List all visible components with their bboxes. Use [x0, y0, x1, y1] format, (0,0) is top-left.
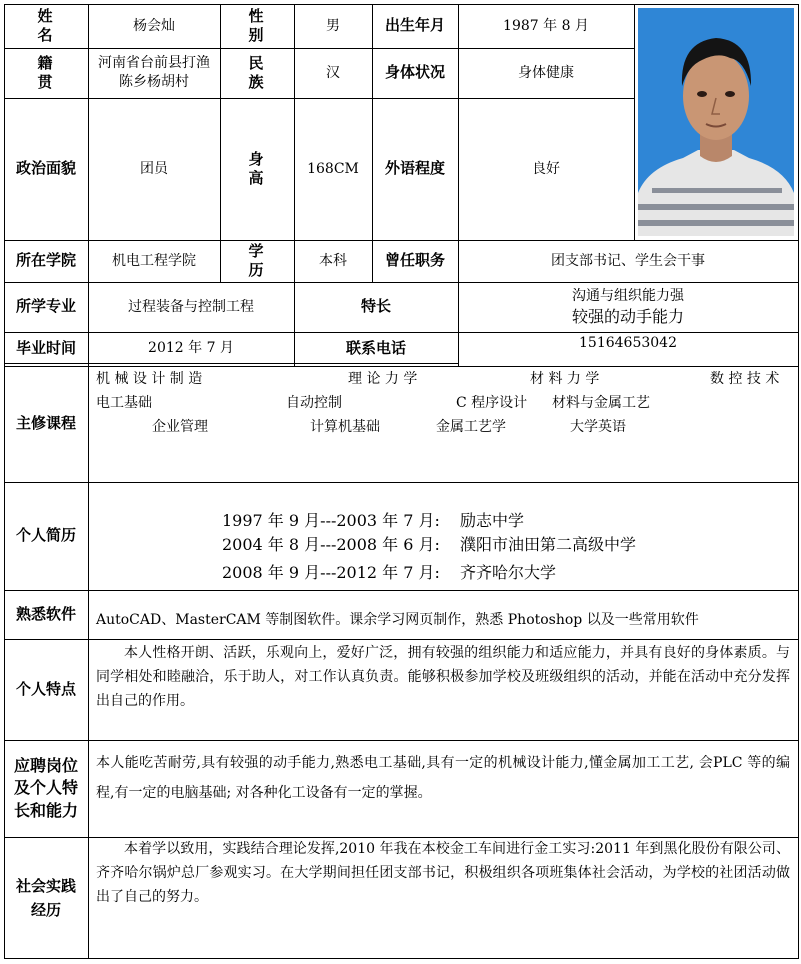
resume-period: 2008 年 9 月---2012 年 7 月:: [222, 563, 440, 582]
native-label: 籍 贯: [37, 53, 67, 91]
grad-time-label: 毕业时间: [15, 338, 76, 357]
ethnic-label: 民 族: [248, 53, 278, 91]
resume-period: 2004 年 8 月---2008 年 6 月:: [222, 535, 440, 554]
courses-label: 主修课程: [15, 414, 76, 433]
course-item: 企业管理: [152, 419, 208, 435]
health-value: 身体健康: [518, 64, 574, 81]
native-value: 河南省台前县打渔陈乡杨胡村: [98, 55, 210, 90]
resume-block: [88, 482, 798, 590]
course-item: 大学英语: [570, 419, 626, 435]
height-label: 身 高: [248, 149, 278, 187]
course-item: 机 械 设 计 制 造: [96, 371, 203, 387]
fit-label: 应聘岗位及个人特长和能力: [13, 755, 78, 820]
resume-label: 个人简历: [15, 526, 76, 545]
gender-label: 性 别: [248, 6, 278, 44]
school-label: 所在学院: [15, 251, 76, 270]
birth-value: 1987 年 8 月: [503, 17, 589, 34]
birth-label: 出生年月: [384, 16, 445, 35]
gender-value: 男: [326, 17, 340, 34]
course-item: 金属工艺学: [436, 419, 506, 435]
courses-block: [88, 366, 798, 482]
course-item: 电工基础: [96, 395, 152, 411]
school-value: 机电工程学院: [112, 252, 196, 269]
phone-value: 15164653042: [579, 334, 677, 351]
course-item: 材 料 力 学: [530, 371, 600, 387]
portrait-image: [638, 8, 794, 236]
name-value: 杨会灿: [133, 17, 175, 34]
course-item: 自动控制: [286, 395, 342, 411]
political-label: 政治面貌: [15, 159, 76, 178]
education-label: 学 历: [248, 241, 278, 279]
language-label: 外语程度: [384, 159, 445, 178]
traits-text: 本人性格开朗、活跃，乐观向上，爱好广泛，拥有较强的组织能力和适应能力，并具有良好的身体素质。与同学相处和睦融洽，乐于助人，对工作认真负责。能够积极参加学校及班级组织的活动，并能在活动中充分发挥出自己的作用。: [96, 645, 790, 709]
profile-photo: [638, 8, 794, 236]
software-value: [88, 590, 798, 639]
resume-period: 1997 年 9 月---2003 年 7 月:: [222, 511, 440, 530]
course-item: 理 论 力 学: [348, 371, 418, 387]
position-value: 团支部书记、学生会干事: [551, 252, 705, 269]
position-label: 曾任职务: [384, 251, 445, 270]
course-item: 计算机基础: [310, 419, 380, 435]
software-text: AutoCAD、MasterCAM 等制图软件。课余学习网页制作，熟悉 Photoshop 以及一些常用软件: [96, 611, 699, 628]
resume-school: 励志中学: [460, 511, 525, 530]
education-value: 本科: [319, 252, 347, 269]
course-item: 数 控 技 术: [710, 371, 780, 387]
resume-school: 齐齐哈尔大学: [460, 563, 557, 582]
major-value: 过程装备与控制工程: [128, 298, 254, 315]
health-label: 身体状况: [384, 63, 445, 82]
practice-label: 社会实践经历: [16, 876, 77, 919]
specialty-label: 特长: [360, 297, 391, 316]
specialty-line-2: 较强的动手能力: [571, 306, 684, 326]
fit-text: 本人能吃苦耐劳,具有较强的动手能力,熟悉电工基础,具有一定的机械设计能力,懂金属加工工艺, 会PLC 等的编程,有一定的电脑基础; 对各种化工设备有一定的掌握。: [96, 755, 790, 801]
software-label: 熟悉软件: [15, 604, 76, 623]
major-label: 所学专业: [15, 297, 76, 316]
ethnic-value: 汉: [326, 64, 340, 81]
political-value: 团员: [140, 160, 168, 177]
course-item: 材料与金属工艺: [552, 395, 650, 411]
specialty-line-1: 沟通与组织能力强: [572, 287, 684, 304]
resume-school: 濮阳市油田第二高级中学: [460, 535, 637, 554]
practice-text: 本着学以致用，实践结合理论发挥,2010 年我在本校金工车间进行金工实习:2011 年到黑化股份有限公司、齐齐哈尔锅炉总厂参观实习。在大学期间担任团支部书记，积极组织各项班集体社会活动，为学校的社团活动做出了自己的努力。: [96, 841, 790, 905]
height-value: 168CM: [307, 160, 359, 177]
grad-time-value: 2012 年 7 月: [148, 340, 234, 357]
traits-label: 个人特点: [15, 679, 76, 698]
language-value: 良好: [532, 160, 560, 177]
name-label: 姓 名: [37, 6, 67, 44]
specialty-value: [458, 282, 798, 332]
course-item: C 程序设计: [456, 395, 528, 411]
phone-label: 联系电话: [345, 338, 406, 357]
